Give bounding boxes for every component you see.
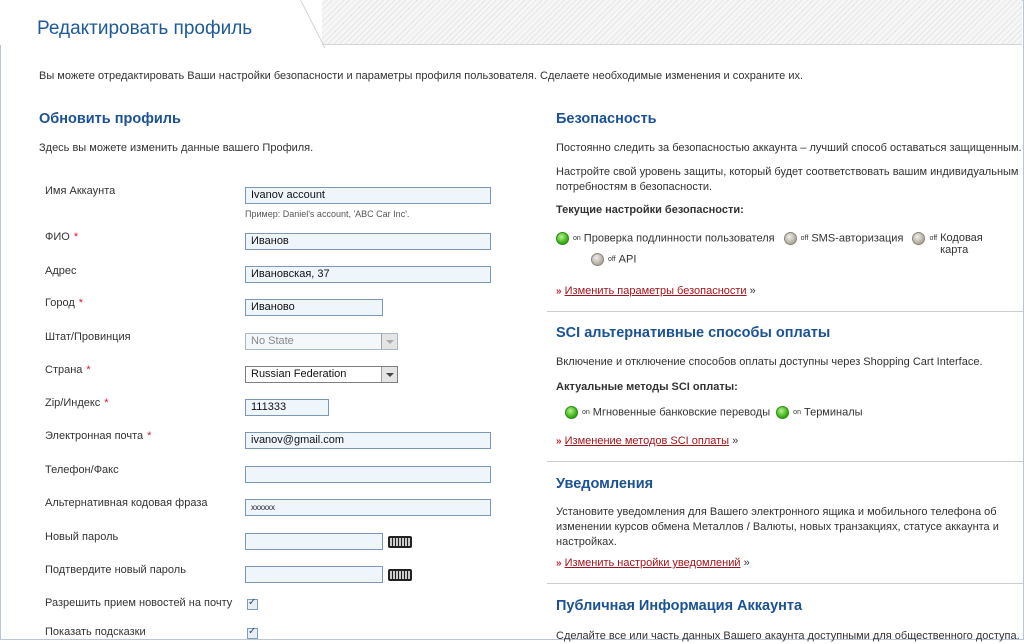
account-name-hint: Пример: Daniel's account, 'ABC Car Inc'. — [245, 209, 410, 219]
country-select-value: Russian Federation — [251, 368, 347, 380]
status-off-icon — [591, 253, 604, 266]
chevron-down-icon — [381, 334, 397, 349]
confirm-password-input[interactable] — [245, 566, 383, 583]
arrow-icon: » — [556, 558, 562, 569]
status-state: off — [608, 256, 616, 263]
notifications-text: Установите уведомления для Вашего электронного ящика и мобильного телефона об изменении курсов обмена Металлов / Валюты, новых транзакциях, статусе аккаунта и настройках. — [556, 506, 999, 548]
status-on-icon — [556, 232, 569, 245]
security-link-line — [556, 285, 756, 297]
status-state: on — [793, 409, 801, 416]
change-notifications-link[interactable]: Изменить настройки уведомлений — [564, 557, 741, 569]
security-text-1: Постоянно следить за безопасностью аккаунта – лучший способ оставаться защищенным. — [556, 142, 1022, 154]
country-label: Страна * — [45, 364, 91, 376]
change-sci-link[interactable]: Изменение методов SCI оплаты — [564, 435, 730, 447]
account-name-input[interactable]: Ivanov account — [245, 187, 491, 204]
city-label: Город * — [45, 297, 84, 309]
profile-section-title: Обновить профиль — [39, 111, 181, 127]
status-on-icon — [776, 406, 789, 419]
show-hints-checkbox[interactable] — [247, 628, 258, 639]
status-state: off — [800, 235, 809, 242]
page-title: Редактировать профиль — [37, 18, 253, 39]
sci-section-title: SCI альтернативные способы оплаты — [556, 325, 831, 341]
show-hints-label: Показать подсказки — [45, 626, 146, 638]
phone-input[interactable] — [245, 466, 491, 483]
address-input[interactable]: Ивановская, 37 — [245, 266, 491, 283]
link-arrow: » — [749, 285, 756, 297]
required-mark: * — [104, 397, 109, 409]
security-item-auth: Проверка подлинности пользователя — [583, 232, 775, 245]
state-select[interactable] — [245, 333, 398, 350]
required-mark: * — [147, 430, 152, 442]
required-mark: * — [86, 364, 91, 376]
arrow-icon: » — [556, 286, 562, 297]
link-arrow: » — [732, 435, 739, 447]
confirm-password-label: Подтвердите новый пароль — [45, 564, 186, 576]
section-divider — [547, 461, 1023, 462]
allow-news-label: Разрешить прием новостей на почту — [45, 597, 233, 609]
change-security-link[interactable]: Изменить параметры безопасности — [564, 285, 747, 297]
profile-description: Здесь вы можете изменить данные вашего Профиля. — [39, 142, 314, 154]
status-state: on — [573, 235, 581, 242]
full-name-input[interactable]: Иванов — [245, 233, 491, 250]
security-item-sms: SMS-авторизация — [811, 232, 904, 245]
zip-label: Zip/Индекс * — [45, 397, 109, 409]
section-divider — [547, 311, 1023, 312]
link-arrow: » — [743, 557, 750, 569]
address-label: Адрес — [45, 265, 77, 277]
city-input[interactable]: Иваново — [245, 299, 383, 316]
email-input[interactable]: ivanov@gmail.com — [245, 432, 491, 449]
public-info-text: Сделайте все или часть данных Вашего акаунта доступными для общественного доступа. — [556, 630, 1020, 642]
security-text-2: Настройте свой уровень защиты, который будет соответствовать вашим индивидуальным потребностям в безопасности. — [556, 166, 1019, 193]
chevron-down-icon — [381, 367, 397, 382]
alt-phrase-input[interactable]: xxxxxx — [245, 499, 491, 516]
header-hatch — [322, 0, 1022, 45]
sci-item-terminals: Терминалы — [803, 406, 863, 419]
sci-current-label: Актуальные методы SCI оплаты: — [556, 381, 738, 393]
sci-item-bank: Мгновенные банковские переводы — [592, 406, 771, 419]
new-password-label: Новый пароль — [45, 531, 119, 543]
email-label: Электронная почта * — [45, 430, 152, 442]
arrow-icon: » — [556, 436, 562, 447]
full-name-label: ФИО * — [45, 231, 79, 243]
status-off-icon — [784, 232, 797, 245]
notifications-link-line — [556, 557, 750, 569]
security-item-api: API — [618, 253, 637, 266]
keyboard-icon[interactable] — [388, 536, 412, 548]
account-name-label: Имя Аккаунта — [45, 185, 116, 197]
state-label: Штат/Провинция — [45, 331, 131, 343]
status-state: on — [582, 409, 590, 416]
sci-status-line — [565, 406, 863, 419]
notifications-section-title: Уведомления — [556, 476, 654, 492]
status-off-icon — [912, 232, 925, 245]
required-mark: * — [73, 231, 79, 243]
public-info-section-title: Публичная Информация Аккаунта — [556, 598, 803, 614]
phone-label: Телефон/Факс — [45, 464, 119, 476]
security-status-line-2 — [591, 253, 636, 266]
security-item-codecard: Кодовая карта — [940, 232, 983, 256]
keyboard-icon[interactable] — [388, 569, 412, 581]
zip-input[interactable]: 111333 — [245, 399, 329, 416]
new-password-input[interactable] — [245, 533, 383, 550]
country-select[interactable] — [245, 366, 398, 383]
section-divider — [547, 583, 1023, 584]
state-select-value: No State — [251, 335, 294, 347]
security-section-title: Безопасность — [556, 111, 657, 127]
status-state: off — [929, 235, 938, 242]
status-on-icon — [565, 406, 578, 419]
sci-text: Включение и отключение способов оплаты доступны через Shopping Cart Interface. — [556, 356, 983, 368]
required-mark: * — [78, 297, 84, 309]
security-current-label: Текущие настройки безопасности: — [556, 204, 744, 216]
allow-news-checkbox[interactable] — [247, 599, 258, 610]
page-intro: Вы можете отредактировать Ваши настройки безопасности и параметры профиля пользователя. Сделаете необходимые изменения и сохраните их. — [39, 70, 804, 82]
alt-phrase-label: Альтернативная кодовая фраза — [45, 497, 208, 509]
sci-link-line — [556, 435, 738, 447]
